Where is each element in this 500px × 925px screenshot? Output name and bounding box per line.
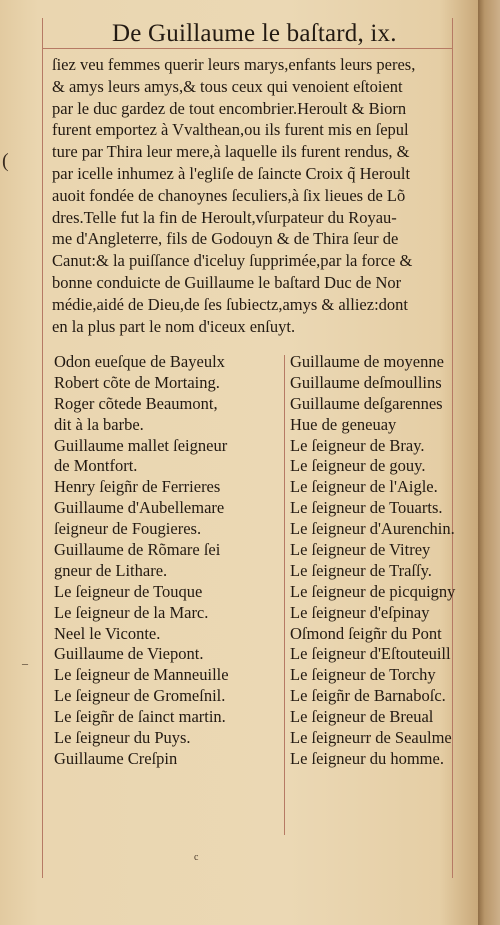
list-item: Le ſeigneurr de Seaulme (290, 728, 452, 748)
list-item: Le ſeigneur de picquigny (290, 581, 456, 601)
names-column-right (290, 352, 480, 770)
list-item: Guillaume mallet ſeigneur (54, 435, 228, 455)
list-item: Guillaume de Viepont. (54, 644, 204, 664)
list-item: Guillaume deſmoullins (290, 372, 442, 392)
column-divider-rule (284, 355, 285, 835)
list-item: Guillaume d'Aubellemare (54, 498, 225, 518)
body-line: dres.Telle fut la fin de Heroult,vſurpateur du Royau- (52, 207, 397, 227)
body-line: & amys leurs amys,& tous ceux qui venoient eſtoient (52, 76, 403, 96)
list-item: Le ſeigneur de Manneuille (54, 665, 229, 685)
list-item: Le ſeigneur de Vitrey (290, 540, 431, 560)
list-item: Le ſeigñr de ſainct martin. (54, 707, 226, 727)
list-item: Le ſeigneur de Gromeſnil. (54, 686, 226, 706)
body-line: ture par Thira leur mere,à laquelle ils furent rendus, & (52, 142, 410, 162)
list-item: Oſmond ſeigñr du Pont (290, 623, 442, 643)
list-item: Le ſeigneur de Torchy (290, 665, 436, 685)
body-line: ſiez veu femmes querir leurs marys,enfants leurs peres, (52, 55, 416, 74)
list-item: ſeigneur de Fougieres. (54, 519, 202, 539)
body-line: par icelle inhumez à l'egliſe de ſaincte Croix q̃ Heroult (52, 163, 411, 183)
list-item: Neel le Viconte. (54, 623, 161, 643)
list-item: Le ſeigneur du homme. (290, 748, 444, 768)
list-item: Le ſeigneur du Puys. (54, 728, 191, 748)
list-item: Le ſeigneur de Touarts. (290, 498, 443, 518)
body-line: par le duc gardez de tout encombrier.Heroult & Biorn (52, 98, 407, 118)
list-item: Guillaume de moyenne (290, 352, 444, 371)
body-line: en la plus part le nom d'iceux enſuyt. (52, 316, 296, 336)
list-item: Le ſeigneur d'eſpinay (290, 602, 430, 622)
margin-dash-mark: – (22, 656, 28, 670)
list-item: Odon eueſque de Bayeulx (54, 352, 225, 371)
list-item: dit à la barbe. (54, 414, 144, 434)
list-item: Roger cõtede Beaumont, (54, 393, 218, 413)
list-item: Le ſeigneur de Traſſy. (290, 560, 432, 580)
running-head: De Guillaume le baſtard, ix. (112, 20, 397, 47)
body-line: médie,aidé de Dieu,de ſes ſubiectz,amys & alliez:dont (52, 294, 408, 314)
list-item: Guillaume deſgarennes (290, 393, 443, 413)
left-margin-rule (42, 18, 43, 878)
list-item: Le ſeigneur d'Eſtouteuill (290, 644, 451, 664)
list-item: Hue de geneuay (290, 414, 397, 434)
body-line: me d'Angleterre, fils de Godouyn & de Thira ſeur de (52, 229, 399, 249)
list-item: Henry ſeigñr de Ferrieres (54, 477, 221, 497)
body-line: furent emportez à Vvalthean,ou ils furent mis en ſepul (52, 120, 409, 140)
list-item: de Montfort. (54, 456, 138, 476)
list-item: Le ſeigneur de Bray. (290, 435, 425, 455)
list-item: Le ſeigneur de Touque (54, 581, 203, 601)
body-line: auoit fondée de chanoynes ſeculiers,à ſix lieues de Lõ (52, 185, 406, 205)
signature-mark: c (194, 852, 199, 863)
list-item: Guillaume Creſpin (54, 748, 178, 768)
list-item: Le ſeigneur de la Marc. (54, 602, 209, 622)
list-item: gneur de Lithare. (54, 560, 168, 580)
body-paragraph (52, 54, 484, 337)
list-item: Guillaume de Rõmare ſei (54, 540, 221, 560)
list-item: Le ſeigneur de Breual (290, 707, 434, 727)
names-column-left (54, 352, 282, 770)
list-item: Le ſeigneur de gouy. (290, 456, 426, 476)
margin-bracket-mark: ( (2, 150, 9, 172)
body-line: bonne conduicte de Guillaume le baſtard Duc de Nor (52, 272, 402, 292)
body-line: Canut:& la puiſſance d'iceluy ſupprimée,par la force & (52, 251, 413, 271)
list-item: Le ſeigneur d'Aurenchin. (290, 519, 455, 539)
list-item: Le ſeigneur de l'Aigle. (290, 477, 438, 497)
list-item: Le ſeigñr de Barnaboſc. (290, 686, 446, 706)
list-item: Robert cõte de Mortaing. (54, 372, 220, 392)
